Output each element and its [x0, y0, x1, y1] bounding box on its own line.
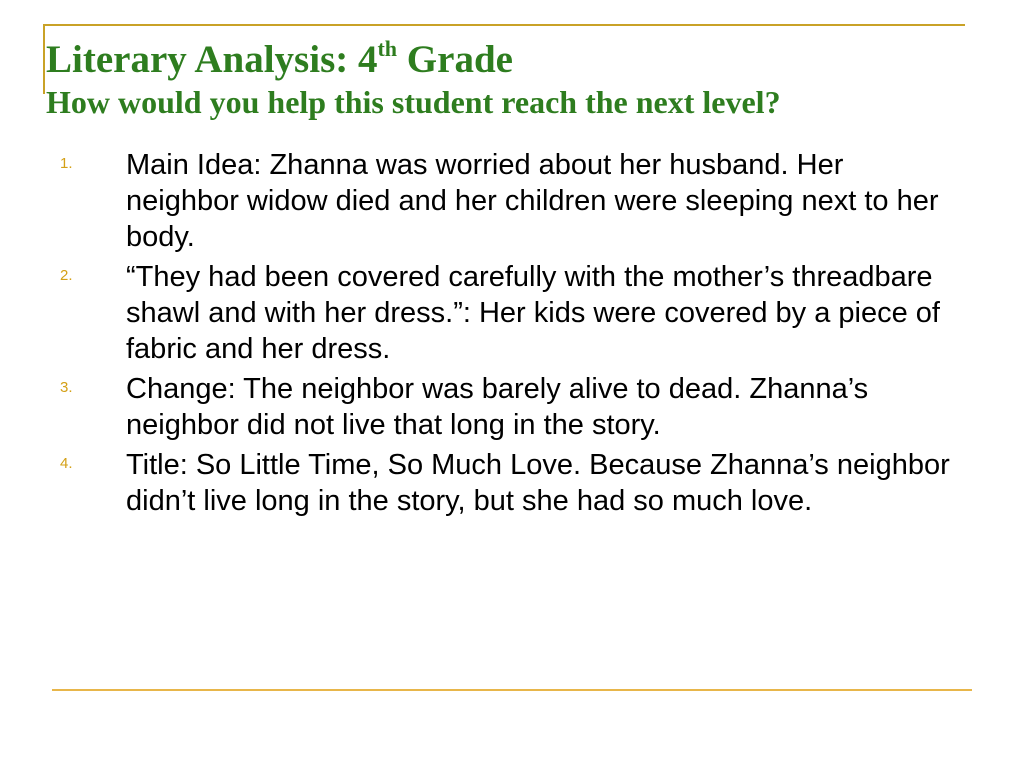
- list-item: [60, 371, 960, 443]
- list-item-number: 4.: [60, 455, 73, 472]
- analysis-list: [60, 147, 960, 523]
- bottom-rule: [52, 689, 972, 691]
- slide-subtitle: How would you help this student reach the next level?: [46, 84, 781, 120]
- title-end-text: Grade: [397, 38, 513, 81]
- list-item: [60, 147, 960, 255]
- list-item-text: “They had been covered carefully with the mother’s threadbare shawl and with her dress.”: Her kids were covered by a piece of fabric and her dress.: [126, 261, 940, 365]
- title-main-text: Literary Analysis: 4: [46, 38, 378, 81]
- list-item-text: Change: The neighbor was barely alive to dead. Zhanna’s neighbor did not live that long in the story.: [126, 373, 869, 441]
- title-superscript: th: [377, 36, 398, 61]
- list-item: [60, 259, 960, 367]
- list-item: [60, 447, 960, 519]
- top-border-line: [43, 24, 965, 26]
- list-item-text: Main Idea: Zhanna was worried about her husband. Her neighbor widow died and her children were sleeping next to her body.: [126, 149, 939, 253]
- list-item-number: 2.: [60, 267, 73, 284]
- left-border-line: [43, 24, 45, 94]
- list-item-text: Title: So Little Time, So Much Love. Because Zhanna’s neighbor didn’t live long in the story, but she had so much love.: [126, 449, 950, 517]
- list-item-number: 3.: [60, 379, 73, 396]
- slide-title: [46, 28, 976, 83]
- title-block: [46, 28, 976, 121]
- list-item-number: 1.: [60, 155, 73, 172]
